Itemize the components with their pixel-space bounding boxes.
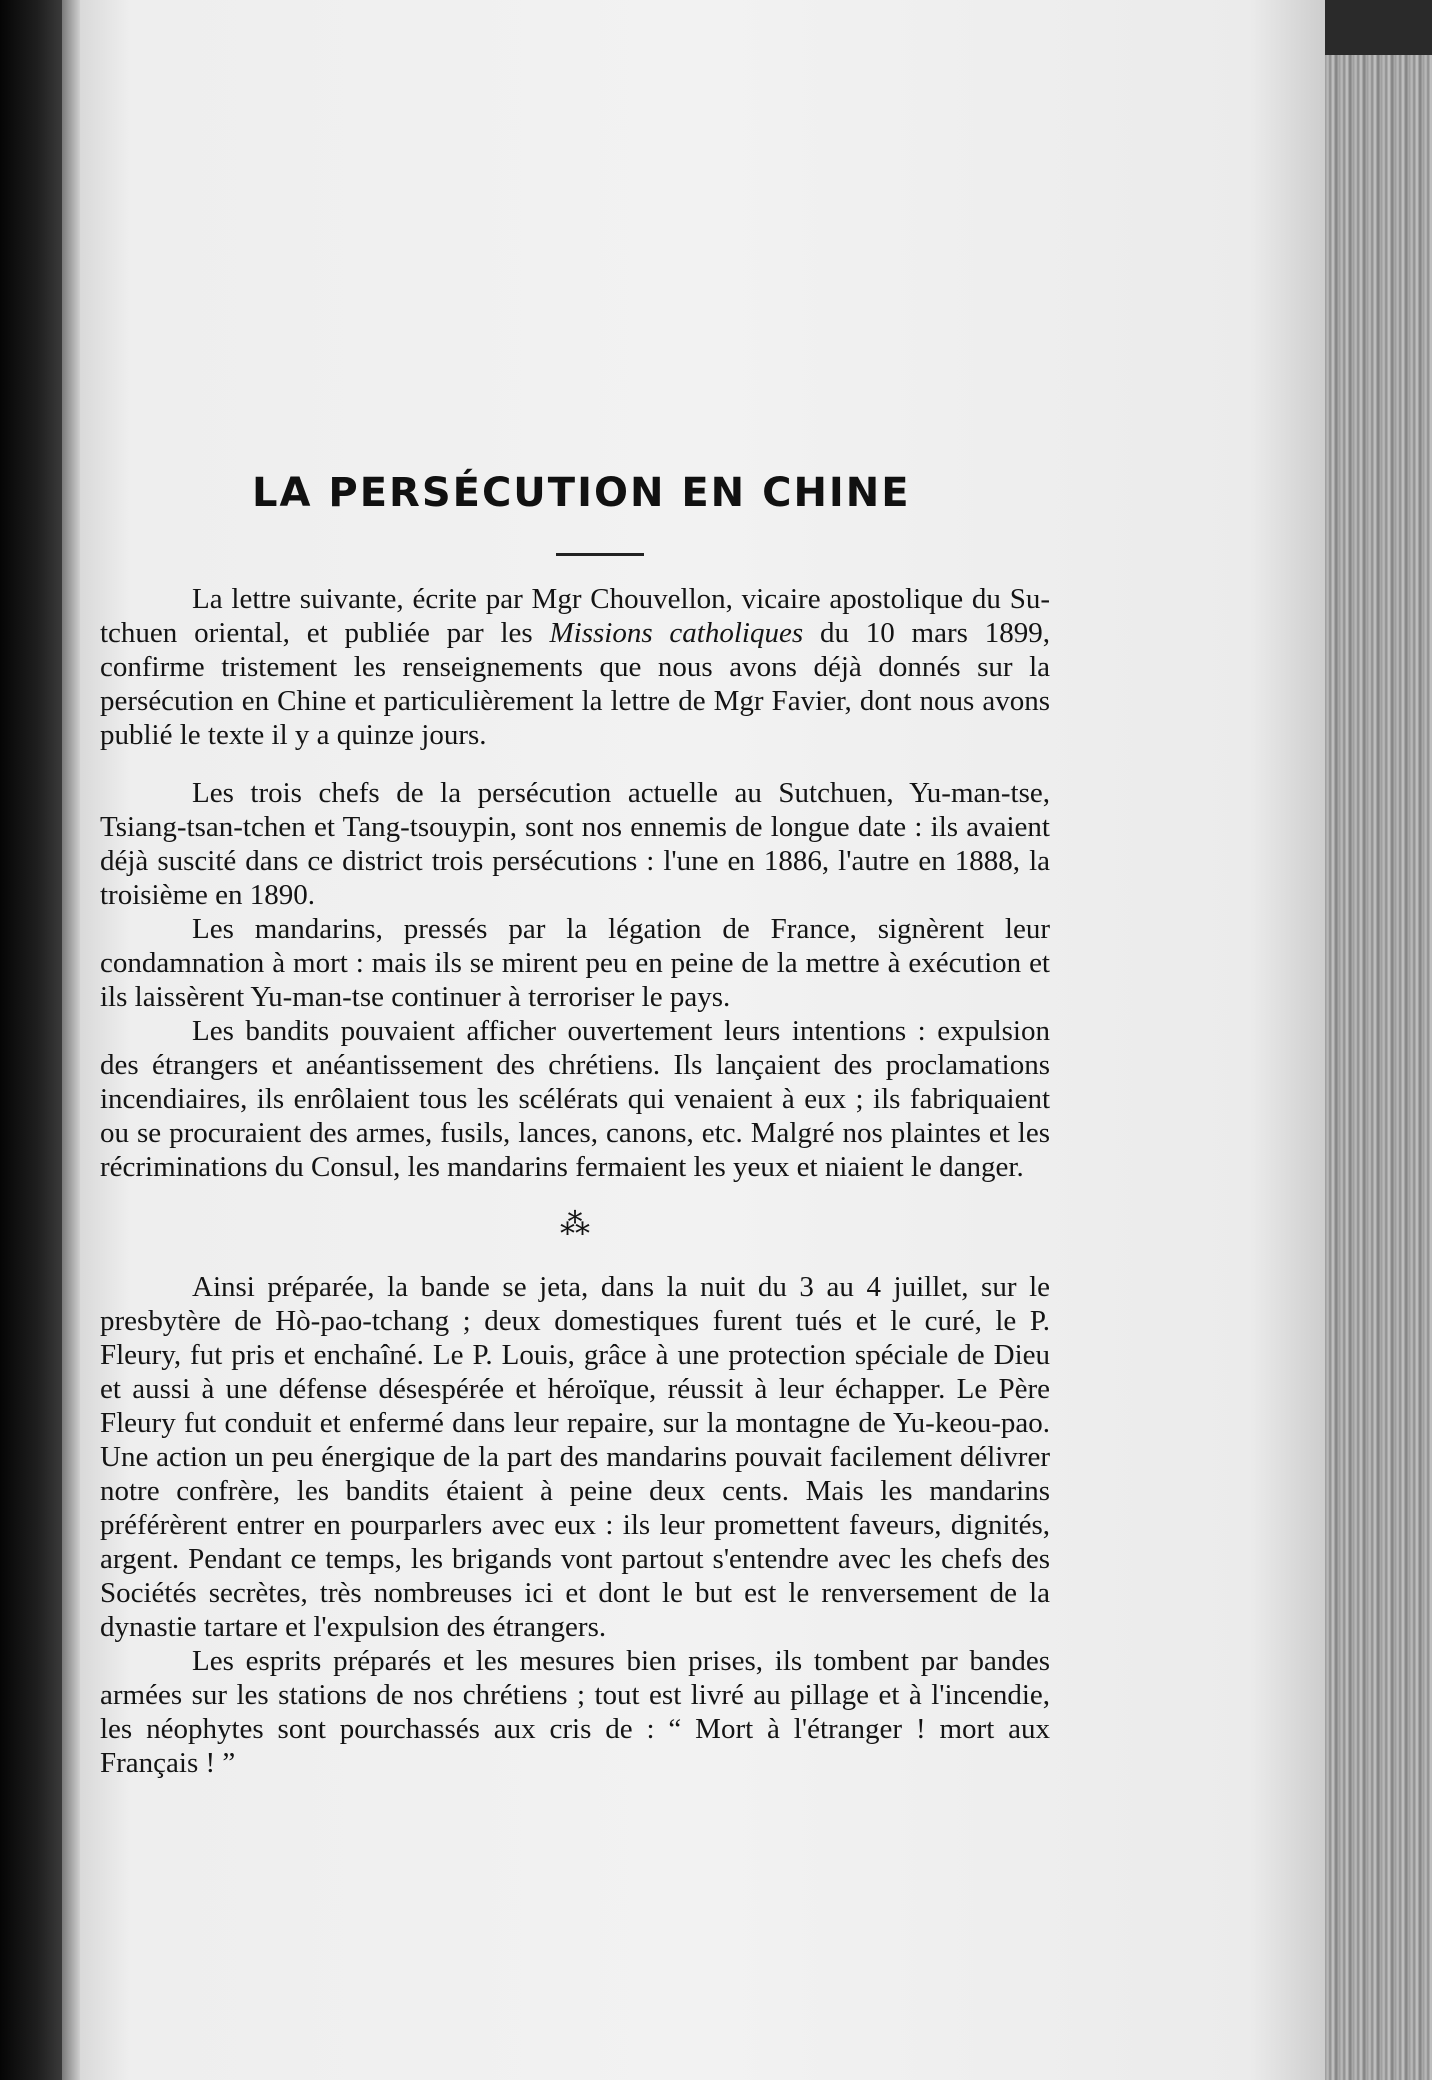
intro-text-end: du 10 mars 1899, confirme tristement les renseignements que nous avons déjà donnés sur la persécution en Chine et particulièrement la lettre de Mgr Favier, dont nous avons publié le texte il y a quinze jours. — [100, 617, 1050, 751]
intro-journal-title: Missions catholiques — [549, 617, 804, 649]
scan-right-top — [1325, 0, 1432, 55]
page-title: LA PERSÉCUTION EN CHINE — [252, 470, 911, 516]
paragraph-attaque: Ainsi préparée, la bande se jeta, dans la nuit du 3 au 4 juillet, sur le presbytère de Hò-pao-tchang ; deux domestiques furent tués et le curé, le P. Fleury, fut pris et enchaîné. Le P. Louis, grâce à une protection spéciale de Dieu et aussi à une défense désespérée et héroïque, réussit à leur échapper. Le Père Fleury fut conduit et enfermé dans leur repaire, sur la montagne de Yu-keou-pao. Une action un peu énergique de la part des mandarins pouvait facilement délivrer notre confrère, les bandits étaient à peine deux cents. Mais les mandarins préférèrent entrer en pourparlers avec eux : ils leur promettent faveurs, dignités, argent. Pendant ce temps, les brigands vont partout s'entendre avec les chefs des Sociétés secrètes, très nombreuses ici et dont le but est le renversement de la dynastie tartare et l'expulsion des étrangers. — [100, 1271, 1050, 1643]
title-rule — [556, 553, 644, 556]
article-body — [100, 582, 1050, 1780]
section-separator: ⁂ — [560, 1208, 590, 1241]
paragraph-intro — [100, 582, 1050, 752]
scan-left-gutter — [62, 0, 80, 2080]
intro-text-start: La lettre suivante, écrite par Mgr Chouvellon, vicaire apostolique du Su-tchuen oriental, et publiée par les — [100, 583, 1050, 649]
stacked-page-edges — [1325, 55, 1432, 2080]
scan-left-edge — [0, 0, 62, 2080]
paragraph-mandarins: Les mandarins, pressés par la légation de France, signèrent leur condamnation à mort : mais ils se mirent peu en peine de la mettre à exécution et ils laissèrent Yu-man-tse continuer à terroriser le pays. — [100, 913, 1050, 1013]
paragraph-chefs: Les trois chefs de la persécution actuelle au Sutchuen, Yu-man-tse, Tsiang-tsan-tchen et Tang-tsouypin, sont nos ennemis de longue date : ils avaient déjà suscité dans ce district trois persécutions : l'une en 1886, l'autre en 1888, la troisième en 1890. — [100, 777, 1050, 911]
paragraph-pillage: Les esprits préparés et les mesures bien prises, ils tombent par bandes armées sur les stations de nos chrétiens ; tout est livré au pillage et à l'incendie, les néophytes sont pourchassés aux cris de : “ Mort à l'étranger ! mort aux Français ! ” — [100, 1645, 1050, 1779]
paragraph-bandits: Les bandits pouvaient afficher ouvertement leurs intentions : expulsion des étrangers et anéantissement des chrétiens. Ils lançaient des proclamations incendiaires, ils enrôlaient tous les scélérats qui venaient à eux ; ils fabriquaient ou se procuraient des armes, fusils, lances, canons, etc. Malgré nos plaintes et les récriminations du Consul, les mandarins fermaient les yeux et niaient le danger. — [100, 1015, 1050, 1183]
